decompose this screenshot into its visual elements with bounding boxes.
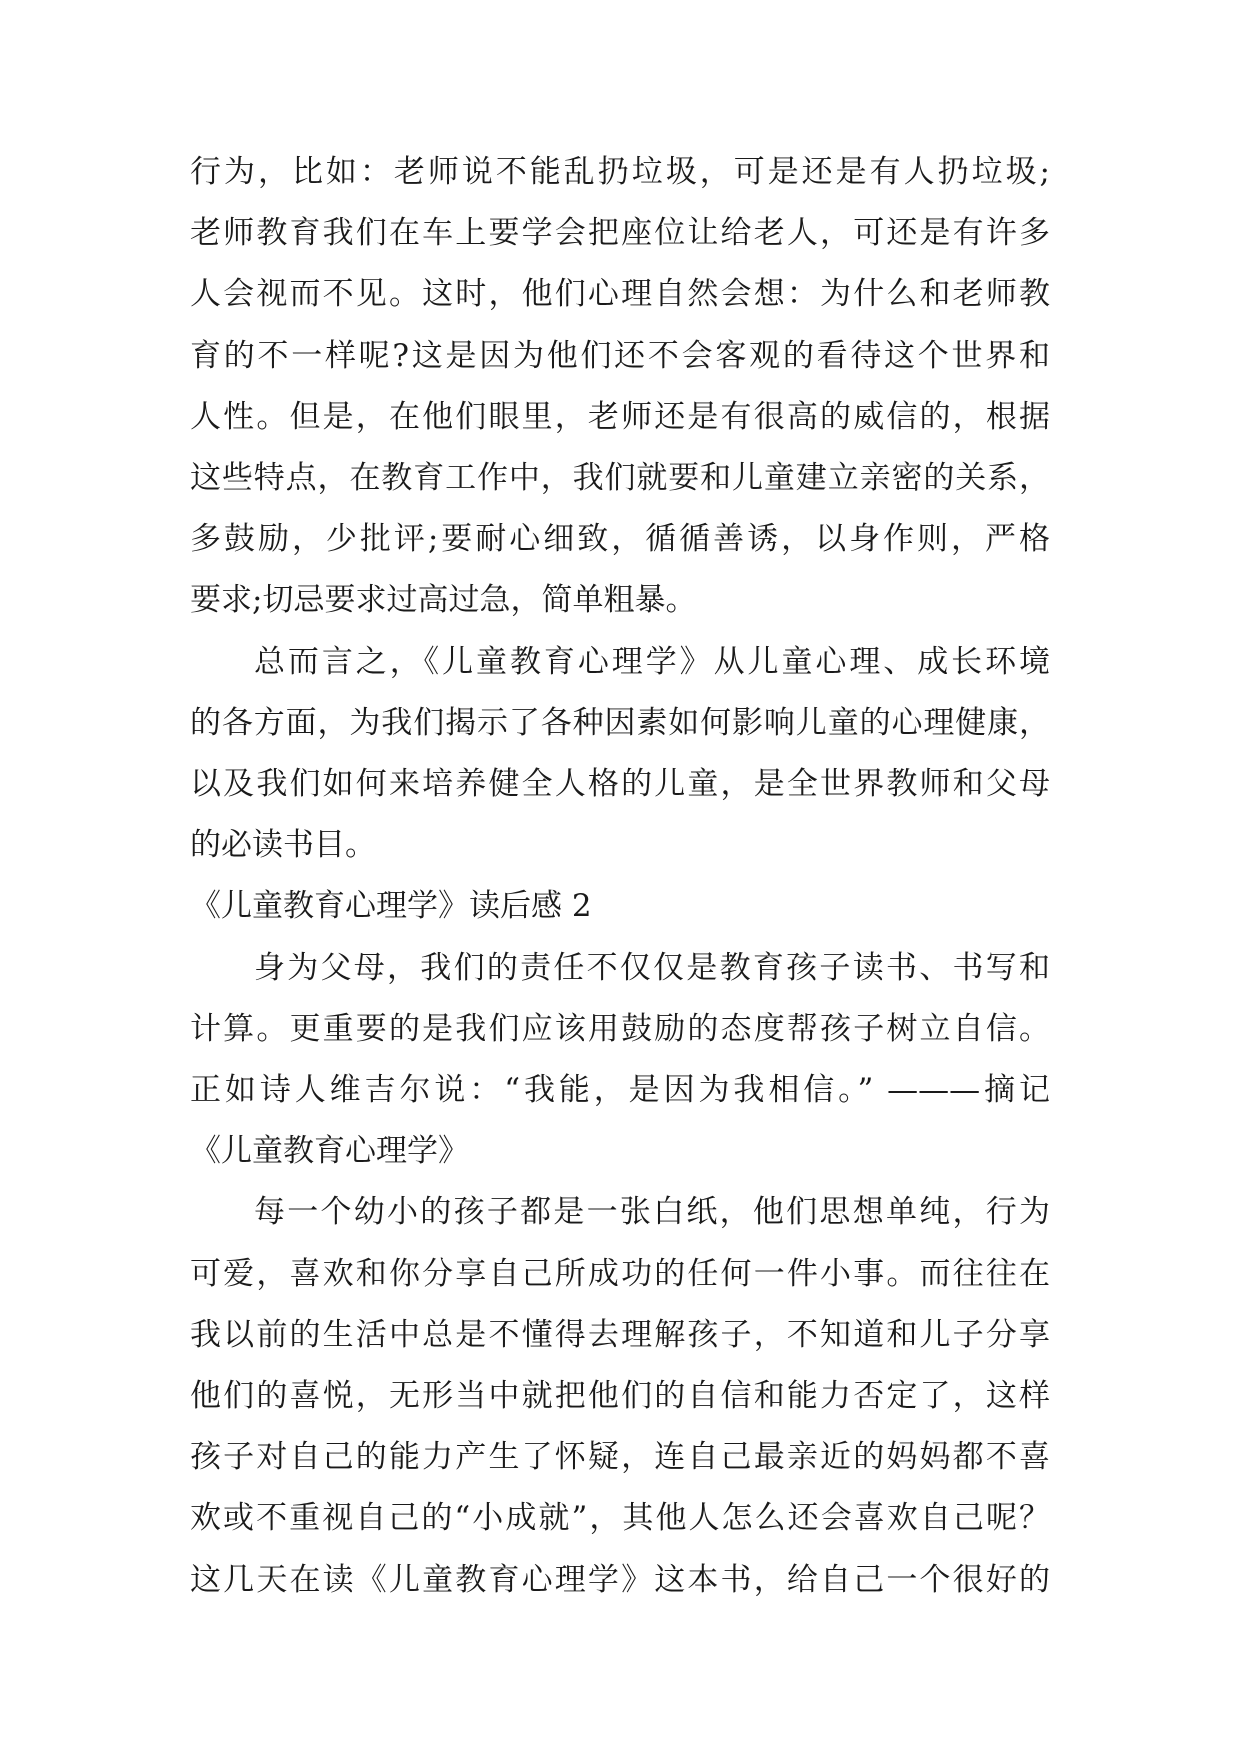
text-line: 人会视而不见。这时，他们心理自然会想：为什么和老师教 [190,276,1050,313]
text-line: 每一个幼小的孩子都是一张白纸，他们思想单纯，行为 [254,1194,1050,1231]
text-line: 行为，比如：老师说不能乱扔垃圾，可是还是有人扔垃圾; [190,154,1050,190]
text-line: 孩子对自己的能力产生了怀疑，连自己最亲近的妈妈都不喜 [190,1439,1050,1476]
text-line: 总而言之，《儿童教育心理学》从儿童心理、成长环境 [254,643,1050,680]
text-line: 《儿童教育心理学》 [190,1133,469,1170]
text-line: 欢或不重视自己的“小成就”，其他人怎么还会喜欢自己呢？ [190,1500,1050,1537]
text-line: 这些特点，在教育工作中，我们就要和儿童建立亲密的关系， [190,460,1050,496]
text-line: 人性。但是，在他们眼里，老师还是有很高的威信的，根据 [190,398,1050,435]
text-line: 这几天在读《儿童教育心理学》这本书，给自己一个很好的 [190,1561,1050,1598]
text-line: 要求;切忌要求过高过急，简单粗暴。 [190,582,697,619]
text-line: 老师教育我们在车上要学会把座位让给老人，可还是有许多 [190,215,1050,252]
text-line: 育的不一样呢?这是因为他们还不会客观的看待这个世界和 [190,337,1050,374]
text-line: 《儿童教育心理学》读后感 2 [190,888,592,925]
text-line: 可爱，喜欢和你分享自己所成功的任何一件小事。而往往在 [190,1255,1050,1292]
text-line: 身为父母，我们的责任不仅仅是教育孩子读书、书写和 [254,949,1050,986]
text-line: 我以前的生活中总是不懂得去理解孩子，不知道和儿子分享 [190,1316,1050,1353]
text-line: 的各方面，为我们揭示了各种因素如何影响儿童的心理健康， [190,704,1050,741]
text-line: 多鼓励，少批评;要耐心细致，循循善诱，以身作则，严格 [190,521,1050,558]
text-line: 的必读书目。 [190,827,376,864]
text-line: 正如诗人维吉尔说：“我能，是因为我相信。” ———摘记 [190,1072,1050,1108]
text-line: 以及我们如何来培养健全人格的儿童，是全世界教师和父母 [190,766,1050,802]
text-line: 他们的喜悦，无形当中就把他们的自信和能力否定了，这样 [190,1378,1050,1414]
text-line: 计算。更重要的是我们应该用鼓励的态度帮孩子树立自信。 [190,1010,1050,1047]
